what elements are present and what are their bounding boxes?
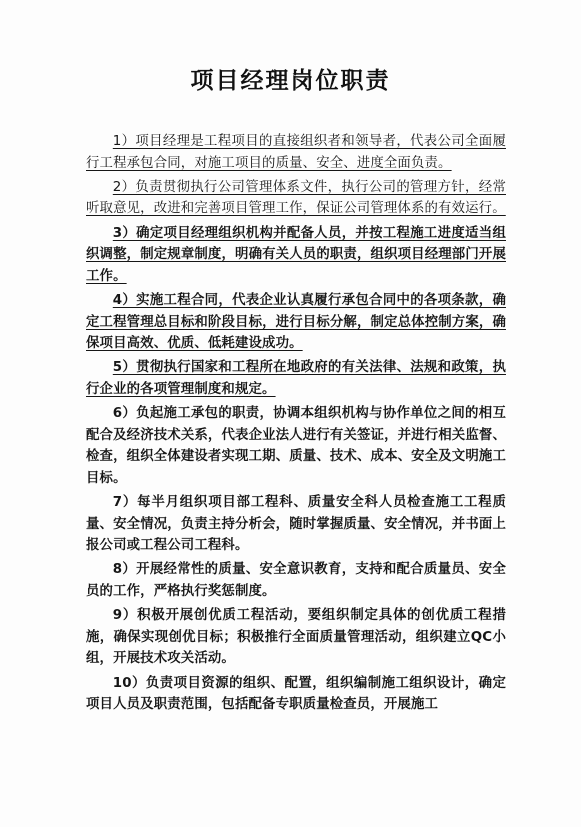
duty-paragraph-1: 1）项目经理是工程项目的直接组织者和领导者，代表公司全面履行工程承包合同，对施工项目的质量、安全、进度全面负责。 [86, 134, 506, 171]
duty-paragraph-4: 4）实施工程合同，代表企业认真履行承包合同中的各项条款，确定工程管理总目标和阶段目标，进行目标分解，制定总体控制方案，确保项目高效、优质、低耗建设成功。 [86, 292, 506, 352]
duty-paragraph-3: 3）确定项目经理组织机构并配备人员，并按工程施工进度适当组织调整，制定规章制度，明确有关人员的职责，组织项目经理部门开展工作。 [86, 225, 506, 284]
document-title: 项目经理岗位职责 [190, 68, 391, 94]
document-body [86, 131, 506, 718]
duty-paragraph-9: 9）积极开展创优质工程活动，要组织制定具体的创优质工程措施，确保实现创优目标；积极推行全面质量管理活动，组织建立QC小组，开展技术攻关活动。 [86, 608, 506, 667]
duty-paragraph-10: 10）负责项目资源的组织、配置，组织编制施工组织设计，确定项目人员及职责范围，包括配备专职质量检查员，开展施工 [86, 675, 506, 713]
duty-paragraph-2: 2）负责贯彻执行公司管理体系文件，执行公司的管理方针，经常听取意见，改进和完善项目管理工作，保证公司管理体系的有效运行。 [86, 179, 506, 217]
duty-paragraph-7: 7）每半月组织项目部工程科、质量安全科人员检查施工工程质量、安全情况，负责主持分析会，随时掌握质量、安全情况，并书面上报公司或工程公司工程科。 [86, 495, 506, 554]
duty-paragraph-6: 6）负起施工承包的职责，协调本组织机构与协作单位之间的相互配合及经济技术关系，代表企业法人进行有关签证，并进行相关监督、检查，组织全体建设者实现工期、质量、技术、成本、安全及文明施工目标。 [86, 406, 506, 486]
duty-paragraph-5: 5）贯彻执行国家和工程所在地政府的有关法律、法规和政策，执行企业的各项管理制度和规定。 [86, 360, 506, 397]
duty-paragraph-8: 8）开展经常性的质量、安全意识教育，支持和配合质量员、安全员的工作，严格执行奖惩制度。 [86, 562, 506, 600]
